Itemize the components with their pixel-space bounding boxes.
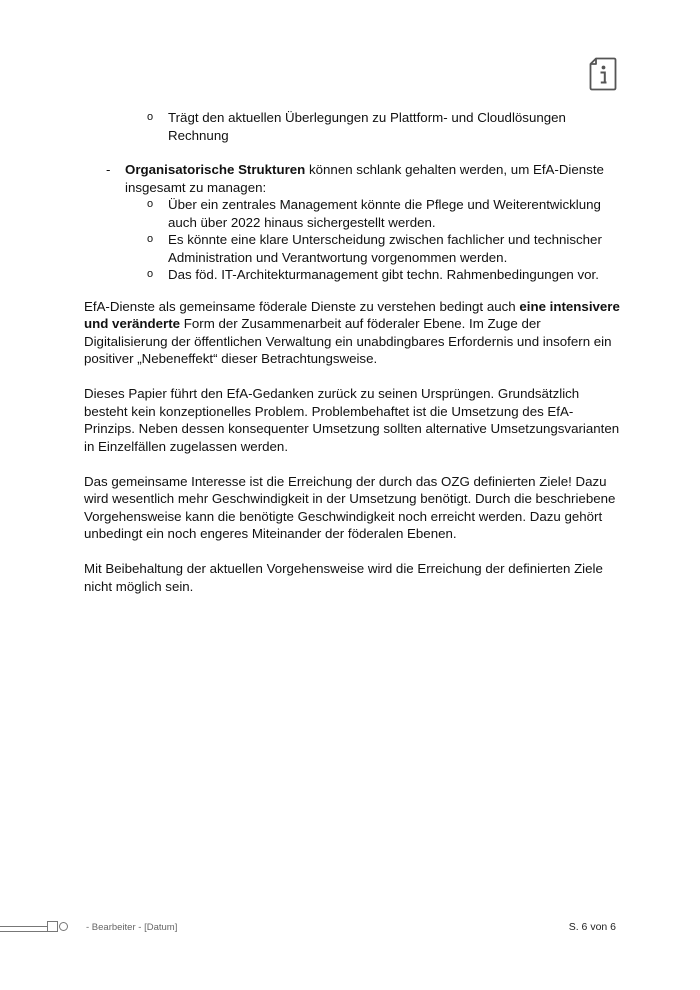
page-number: S. 6 von 6 <box>568 921 616 933</box>
list-item <box>84 109 624 144</box>
list-item-text: Es könnte eine klare Unterscheidung zwischen fachlicher und technischer Administration und Verantwortung vorgenommen werden. <box>168 232 602 265</box>
page-footer <box>0 916 700 936</box>
paragraph-4: Mit Beibehaltung der aktuellen Vorgehensweise wird die Erreichung der definierten Ziele nicht möglich sein. <box>84 561 603 594</box>
bold-term: Organisatorische Strukturen <box>125 162 306 177</box>
sub-list <box>84 196 624 284</box>
footer-author-date: - Bearbeiter - [Datum] <box>86 922 178 933</box>
footer-line-icon <box>0 926 48 932</box>
bullet-marker: o <box>147 268 154 280</box>
dash-item-text <box>125 161 624 196</box>
list-item-text: Trägt den aktuellen Überlegungen zu Plattform- und Cloudlösungen Rechnung <box>168 110 566 143</box>
bullet-marker: o <box>147 233 154 245</box>
paragraphs <box>84 298 624 596</box>
p1-text-before: EfA-Dienste als gemeinsame föderale Dienste zu verstehen bedingt auch <box>84 298 520 314</box>
list-item <box>84 231 624 266</box>
paragraph-2: Dieses Papier führt den EfA-Gedanken zurück zu seinen Ursprüngen. Grundsätzlich besteht kein konzeptionelles Problem. Problembehaftet ist die Umsetzung des EfA-Prinzips. Neben dessen konsequenter Umsetzung sollten alternative Umsetzungsvarianten in Einzelfällen zugelassen werden. <box>84 386 620 454</box>
footer-square-icon <box>47 921 58 932</box>
list-item-text: Über ein zentrales Management könnte die Pflege und Weiterentwicklung auch über 2022 hinaus sichergestellt werden. <box>168 197 601 230</box>
footer-circle-icon <box>59 922 68 931</box>
dash-list-item <box>84 161 624 284</box>
bullet-marker: o <box>147 111 154 123</box>
list-item <box>84 266 624 284</box>
p1-bold: eine intensivere und veränderte <box>84 298 620 331</box>
list-item-text: Das föd. IT-Architekturmanagement gibt techn. Rahmenbedingungen vor. <box>168 267 599 282</box>
p1-text-after: Form der Zusammenarbeit auf föderaler Ebene. Im Zuge der Digitalisierung der öffentlichen Verwaltung ein unabdingbares Erfordernis und insofern ein positiver „Nebeneffekt“ dieser Betrachtungsweise. <box>84 316 612 366</box>
document-body <box>84 109 624 613</box>
info-document-icon <box>589 57 617 91</box>
paragraph-1 <box>84 298 624 368</box>
list-item <box>84 196 624 231</box>
dash-marker: - <box>106 162 111 177</box>
dash-item-rest: können schlank gehalten werden, um EfA-Dienste insgesamt zu managen: <box>125 162 604 195</box>
paragraph-3: Das gemeinsame Interesse ist die Erreichung der durch das OZG definierten Ziele! Dazu wird wesentlich mehr Geschwindigkeit in der Umsetzung benötigt. Durch die beschriebene Vorgehensweise kann die benötigte Geschwindigkeit noch erreicht werden. Dazu gehört unbedingt ein noch engeres Miteinander der föderalen Ebenen. <box>84 473 616 541</box>
bullet-marker: o <box>147 198 154 210</box>
